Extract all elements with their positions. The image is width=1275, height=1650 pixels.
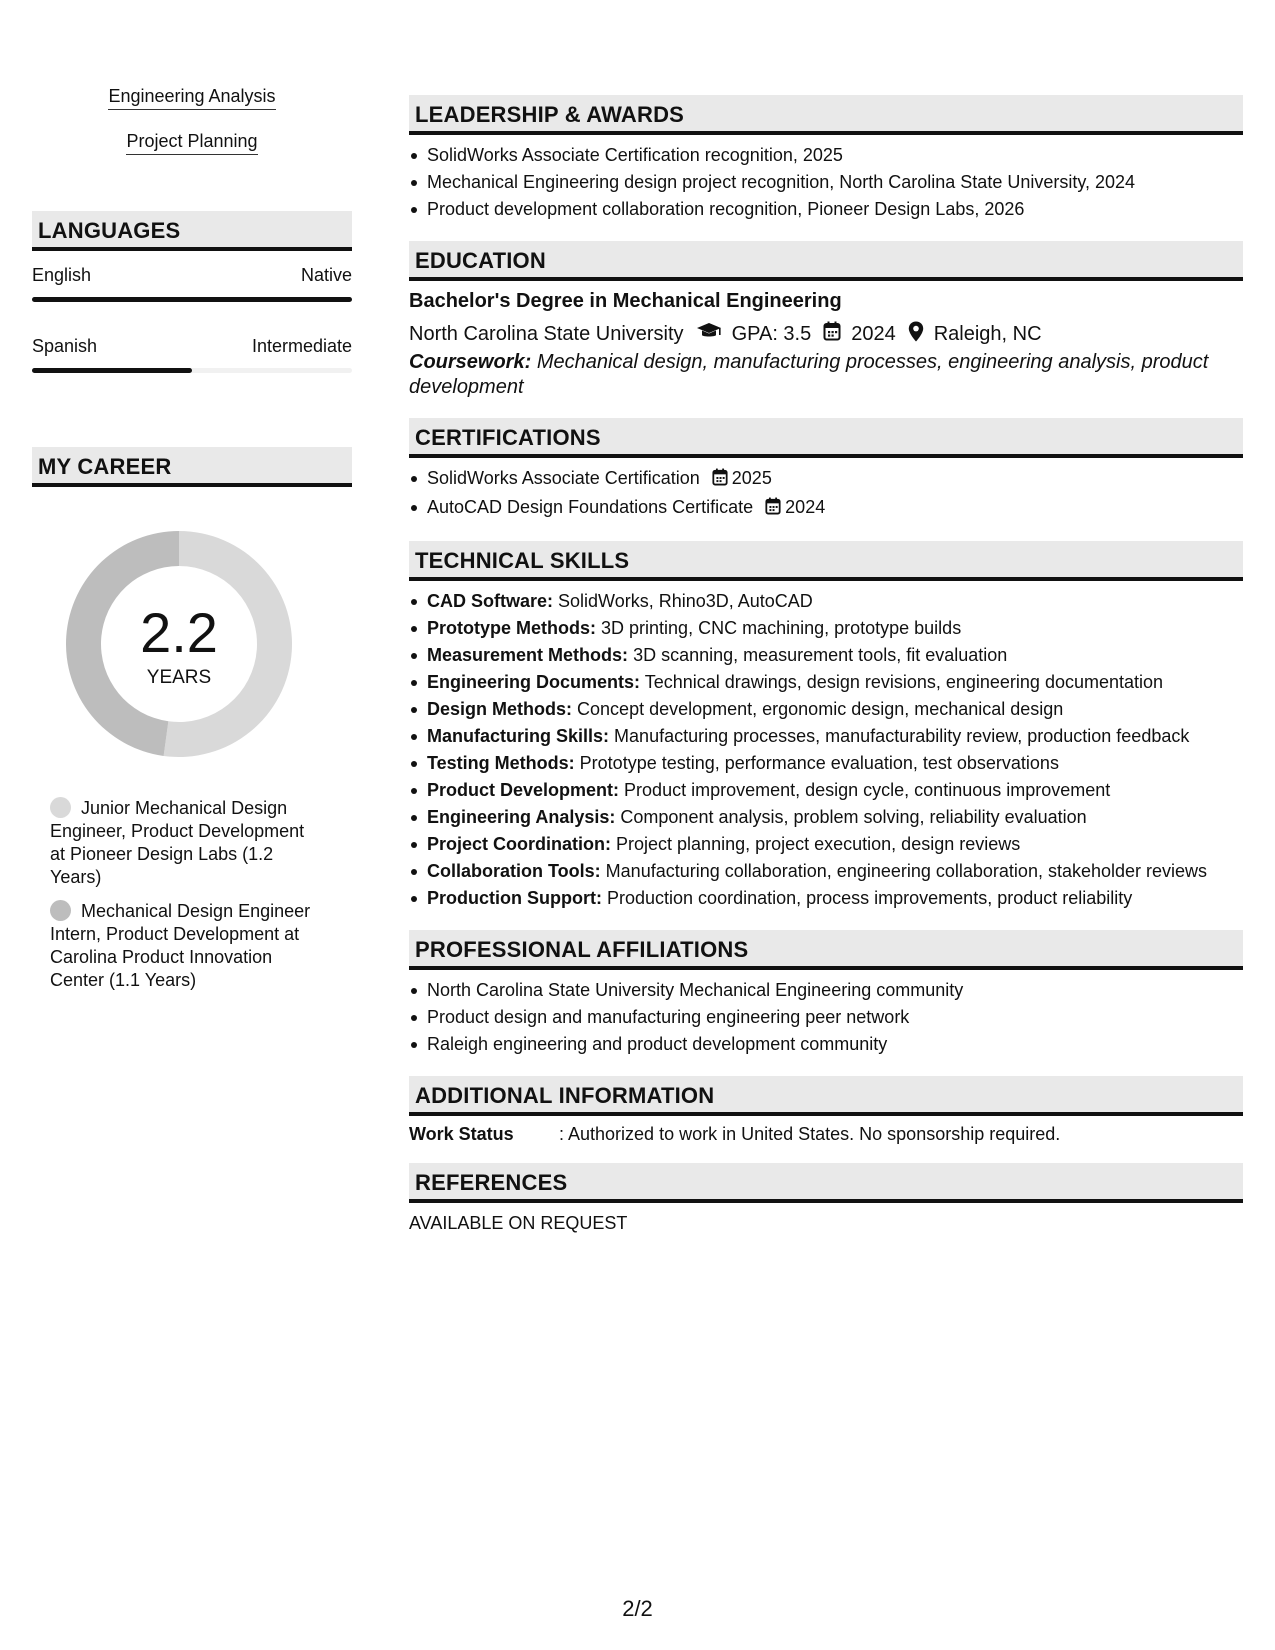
legend-dot-icon [50, 797, 71, 818]
list-item: Mechanical Engineering design project recognition, North Carolina State University, 2024 [409, 169, 1243, 196]
coursework-label: Coursework: [409, 351, 532, 373]
list-item: SolidWorks Associate Certification recognition, 2025 [409, 142, 1243, 169]
career-heading: MY CAREER [32, 447, 352, 487]
skill-value: 3D printing, CNC machining, prototype builds [601, 618, 962, 638]
education-school: North Carolina State University [409, 322, 684, 345]
skill-value: Prototype testing, performance evaluation, test observations [579, 753, 1059, 773]
list-item: Product development collaboration recognition, Pioneer Design Labs, 2026 [409, 196, 1243, 223]
skill-value: Technical drawings, design revisions, engineering documentation [644, 672, 1164, 692]
list-item [409, 642, 1243, 669]
education-year: 2024 [851, 322, 896, 345]
language-proficiency-fill [32, 368, 192, 373]
list-item [409, 696, 1243, 723]
calendar-icon [712, 467, 728, 494]
list-item [409, 858, 1243, 885]
skill-tag-row [32, 131, 352, 176]
list-item [409, 669, 1243, 696]
language-proficiency-bar [32, 297, 352, 302]
skill-value: Production coordination, process improvements, product reliability [607, 888, 1133, 908]
list-item [409, 750, 1243, 777]
certifications-heading: CERTIFICATIONS [409, 418, 1243, 458]
certification-name: SolidWorks Associate Certification [427, 468, 700, 488]
languages-heading: LANGUAGES [32, 211, 352, 251]
career-job-list [50, 797, 320, 992]
list-item [409, 465, 1243, 494]
list-item [409, 777, 1243, 804]
certifications-list [409, 465, 1243, 523]
legend-dot-icon [50, 900, 71, 921]
skill-label: Collaboration Tools: [427, 861, 601, 881]
skill-label: CAD Software: [427, 591, 554, 611]
skill-label: Engineering Analysis: [427, 807, 616, 827]
language-level: Native [300, 265, 352, 285]
skill-label: Engineering Documents: [427, 672, 641, 692]
technical-skills-list [409, 588, 1243, 912]
skill-label: Measurement Methods: [427, 645, 629, 665]
skill-label: Manufacturing Skills: [427, 726, 610, 746]
skill-value: Project planning, project execution, design reviews [616, 834, 1021, 854]
skill-label: Product Development: [427, 780, 620, 800]
list-item: North Carolina State University Mechanical Engineering community [409, 977, 1243, 1004]
affiliations-heading: PROFESSIONAL AFFILIATIONS [409, 930, 1243, 970]
skill-value: Concept development, ergonomic design, mechanical design [577, 699, 1064, 719]
calendar-icon [823, 321, 841, 347]
career-job-item [50, 797, 320, 889]
language-proficiency-bar [32, 368, 352, 373]
technical-skills-heading: TECHNICAL SKILLS [409, 541, 1243, 581]
work-status-label: Work Status [409, 1124, 514, 1144]
skill-value: Manufacturing processes, manufacturability review, production feedback [614, 726, 1190, 746]
education-coursework [409, 350, 1243, 400]
list-item [409, 804, 1243, 831]
skill-label: Project Coordination: [427, 834, 611, 854]
career-donut-chart [66, 531, 292, 757]
skill-label: Design Methods: [427, 699, 573, 719]
skill-value: Component analysis, problem solving, reliability evaluation [620, 807, 1087, 827]
coursework-text: Mechanical design, manufacturing processes, engineering analysis, product development [409, 351, 1209, 398]
work-status-value: : Authorized to work in United States. No sponsorship required. [559, 1124, 1061, 1144]
skill-value: SolidWorks, Rhino3D, AutoCAD [558, 591, 813, 611]
certification-name: AutoCAD Design Foundations Certificate [427, 497, 754, 517]
education-gpa: GPA: 3.5 [731, 322, 812, 345]
list-item: Raleigh engineering and product development community [409, 1031, 1243, 1058]
career-total-years: 2.2 [140, 601, 218, 664]
page-number: 2/2 [622, 1596, 653, 1621]
skill-label: Production Support: [427, 888, 602, 908]
language-english [32, 265, 352, 302]
career-job-item [50, 900, 320, 992]
sidebar [32, 86, 352, 1003]
skill-tag: Engineering Analysis [108, 86, 275, 110]
skill-label: Testing Methods: [427, 753, 575, 773]
education-degree: Bachelor's Degree in Mechanical Engineering [409, 290, 842, 312]
list-item [409, 588, 1243, 615]
work-status-row [409, 1124, 1243, 1145]
location-pin-icon [908, 321, 924, 348]
education-heading: EDUCATION [409, 241, 1243, 281]
references-heading: REFERENCES [409, 1163, 1243, 1203]
certification-year: 2024 [785, 497, 826, 517]
leadership-list [409, 142, 1243, 223]
language-name: English [32, 265, 92, 285]
skill-tag: Project Planning [126, 131, 257, 155]
list-item [409, 831, 1243, 858]
graduation-cap-icon [696, 322, 722, 346]
leadership-heading: LEADERSHIP & AWARDS [409, 95, 1243, 135]
language-name: Spanish [32, 336, 98, 356]
list-item [409, 615, 1243, 642]
career-job-text: Junior Mechanical Design Engineer, Product Development at Pioneer Design Labs (1.2 Years) [50, 798, 305, 887]
additional-info-heading: ADDITIONAL INFORMATION [409, 1076, 1243, 1116]
certification-year: 2025 [731, 468, 772, 488]
skill-tag-row [32, 86, 352, 131]
list-item [409, 723, 1243, 750]
language-proficiency-fill [32, 297, 352, 302]
skill-value: Product improvement, design cycle, continuous improvement [624, 780, 1111, 800]
calendar-icon [765, 496, 781, 523]
main-content [409, 95, 1243, 1234]
list-item: Product design and manufacturing engineering peer network [409, 1004, 1243, 1031]
affiliations-list [409, 977, 1243, 1058]
language-level: Intermediate [251, 336, 352, 356]
education-location: Raleigh, NC [933, 322, 1042, 345]
list-item [409, 494, 1243, 523]
list-item [409, 885, 1243, 912]
skill-value: Manufacturing collaboration, engineering collaboration, stakeholder reviews [605, 861, 1208, 881]
skill-value: 3D scanning, measurement tools, fit evaluation [633, 645, 1008, 665]
language-spanish [32, 336, 352, 373]
references-text: AVAILABLE ON REQUEST [409, 1213, 628, 1233]
skill-label: Prototype Methods: [427, 618, 596, 638]
education-details [409, 318, 1243, 350]
career-job-text: Mechanical Design Engineer Intern, Product Development at Carolina Product Innovation Center (1.1 Years) [50, 901, 311, 990]
career-years-unit: YEARS [146, 667, 212, 688]
